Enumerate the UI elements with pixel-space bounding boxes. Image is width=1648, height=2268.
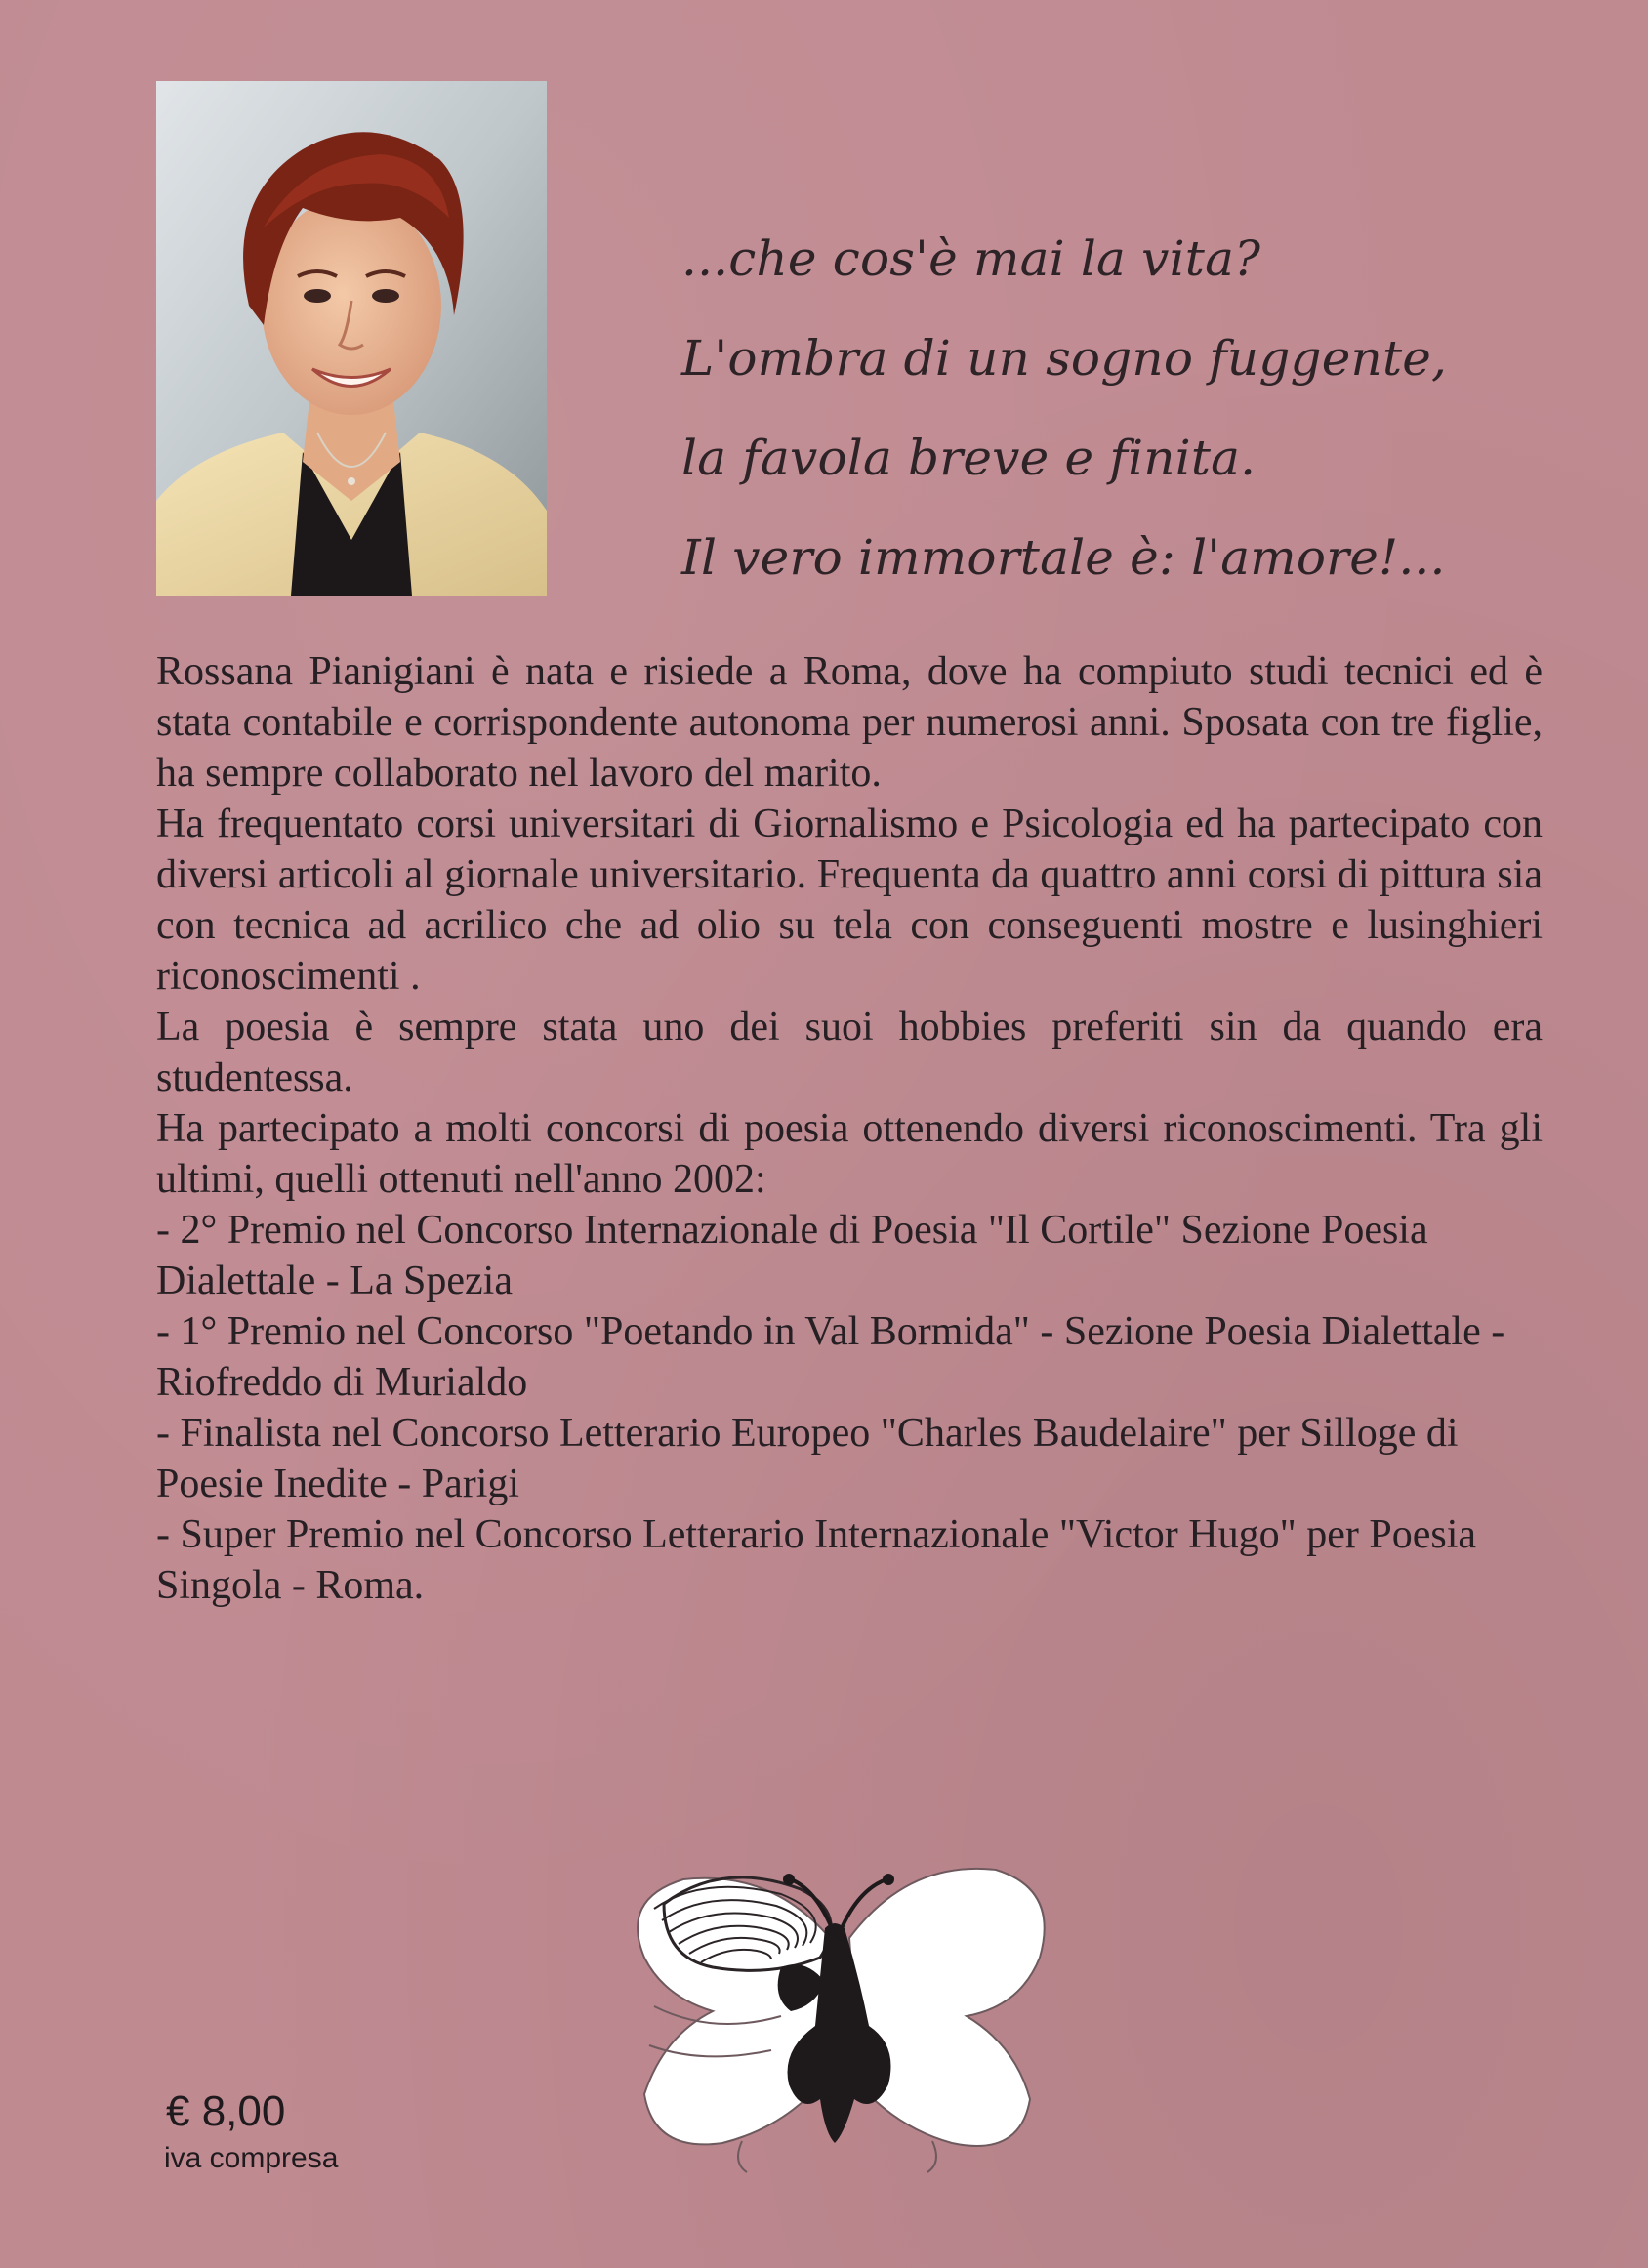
award-item: - 2° Premio nel Concorso Internazionale di Poesia "Il Cortile" Sezione Poesia Dialettale - La Spezia [156,1208,1428,1303]
author-photo [156,81,547,596]
author-portrait-icon [156,81,547,596]
award-item: - Finalista nel Concorso Letterario Europeo "Charles Baudelaire" per Silloge di Poesie Inedite - Parigi [156,1411,1459,1506]
poem-line: la favola breve e finita. [681,430,1257,486]
author-biography [156,646,1543,1611]
bio-paragraph: La poesia è sempre stata uno dei suoi hobbies preferiti sin da quando era studentessa. [156,1005,1543,1100]
bio-paragraph: Ha partecipato a molti concorsi di poesia ottenendo diversi riconoscimenti. Tra gli ultimi, quelli ottenuti nell'anno 2002: [156,1106,1543,1202]
award-item: - 1° Premio nel Concorso "Poetando in Val Bormida" - Sezione Poesia Dialettale - Riofreddo di Murialdo [156,1309,1505,1405]
publisher-logo [625,1850,1054,2177]
poem-line: L'ombra di un sogno fuggente, [681,330,1448,387]
price-label: € 8,00 [166,2087,286,2135]
epigraph-poem [681,230,1560,633]
vat-note: iva compresa [164,2142,339,2174]
poem-line: ...che cos'è mai la vita? [681,230,1261,287]
award-item: - Super Premio nel Concorso Letterario Internazionale "Victor Hugo" per Poesia Singola - Roma. [156,1512,1477,1608]
poem-line: Il vero immortale è: l'amore!... [681,529,1446,586]
bio-paragraph: Rossana Pianigiani è nata e risiede a Roma, dove ha compiuto studi tecnici ed è stata contabile e corrispondente autonoma per numerosi anni. Sposata con tre figlie, ha sempre collaborato nel lavoro del marito. [156,649,1543,796]
bio-paragraph: Ha frequentato corsi universitari di Giornalismo e Psicologia ed ha partecipato con diversi articoli al giornale universitario. Frequenta da quattro anni corsi di pittura sia con tecnica ad acrilico che ad olio su tela con conseguenti mostre e lusinghieri riconoscimenti . [156,802,1543,999]
butterfly-woman-logo-icon [625,1850,1054,2177]
